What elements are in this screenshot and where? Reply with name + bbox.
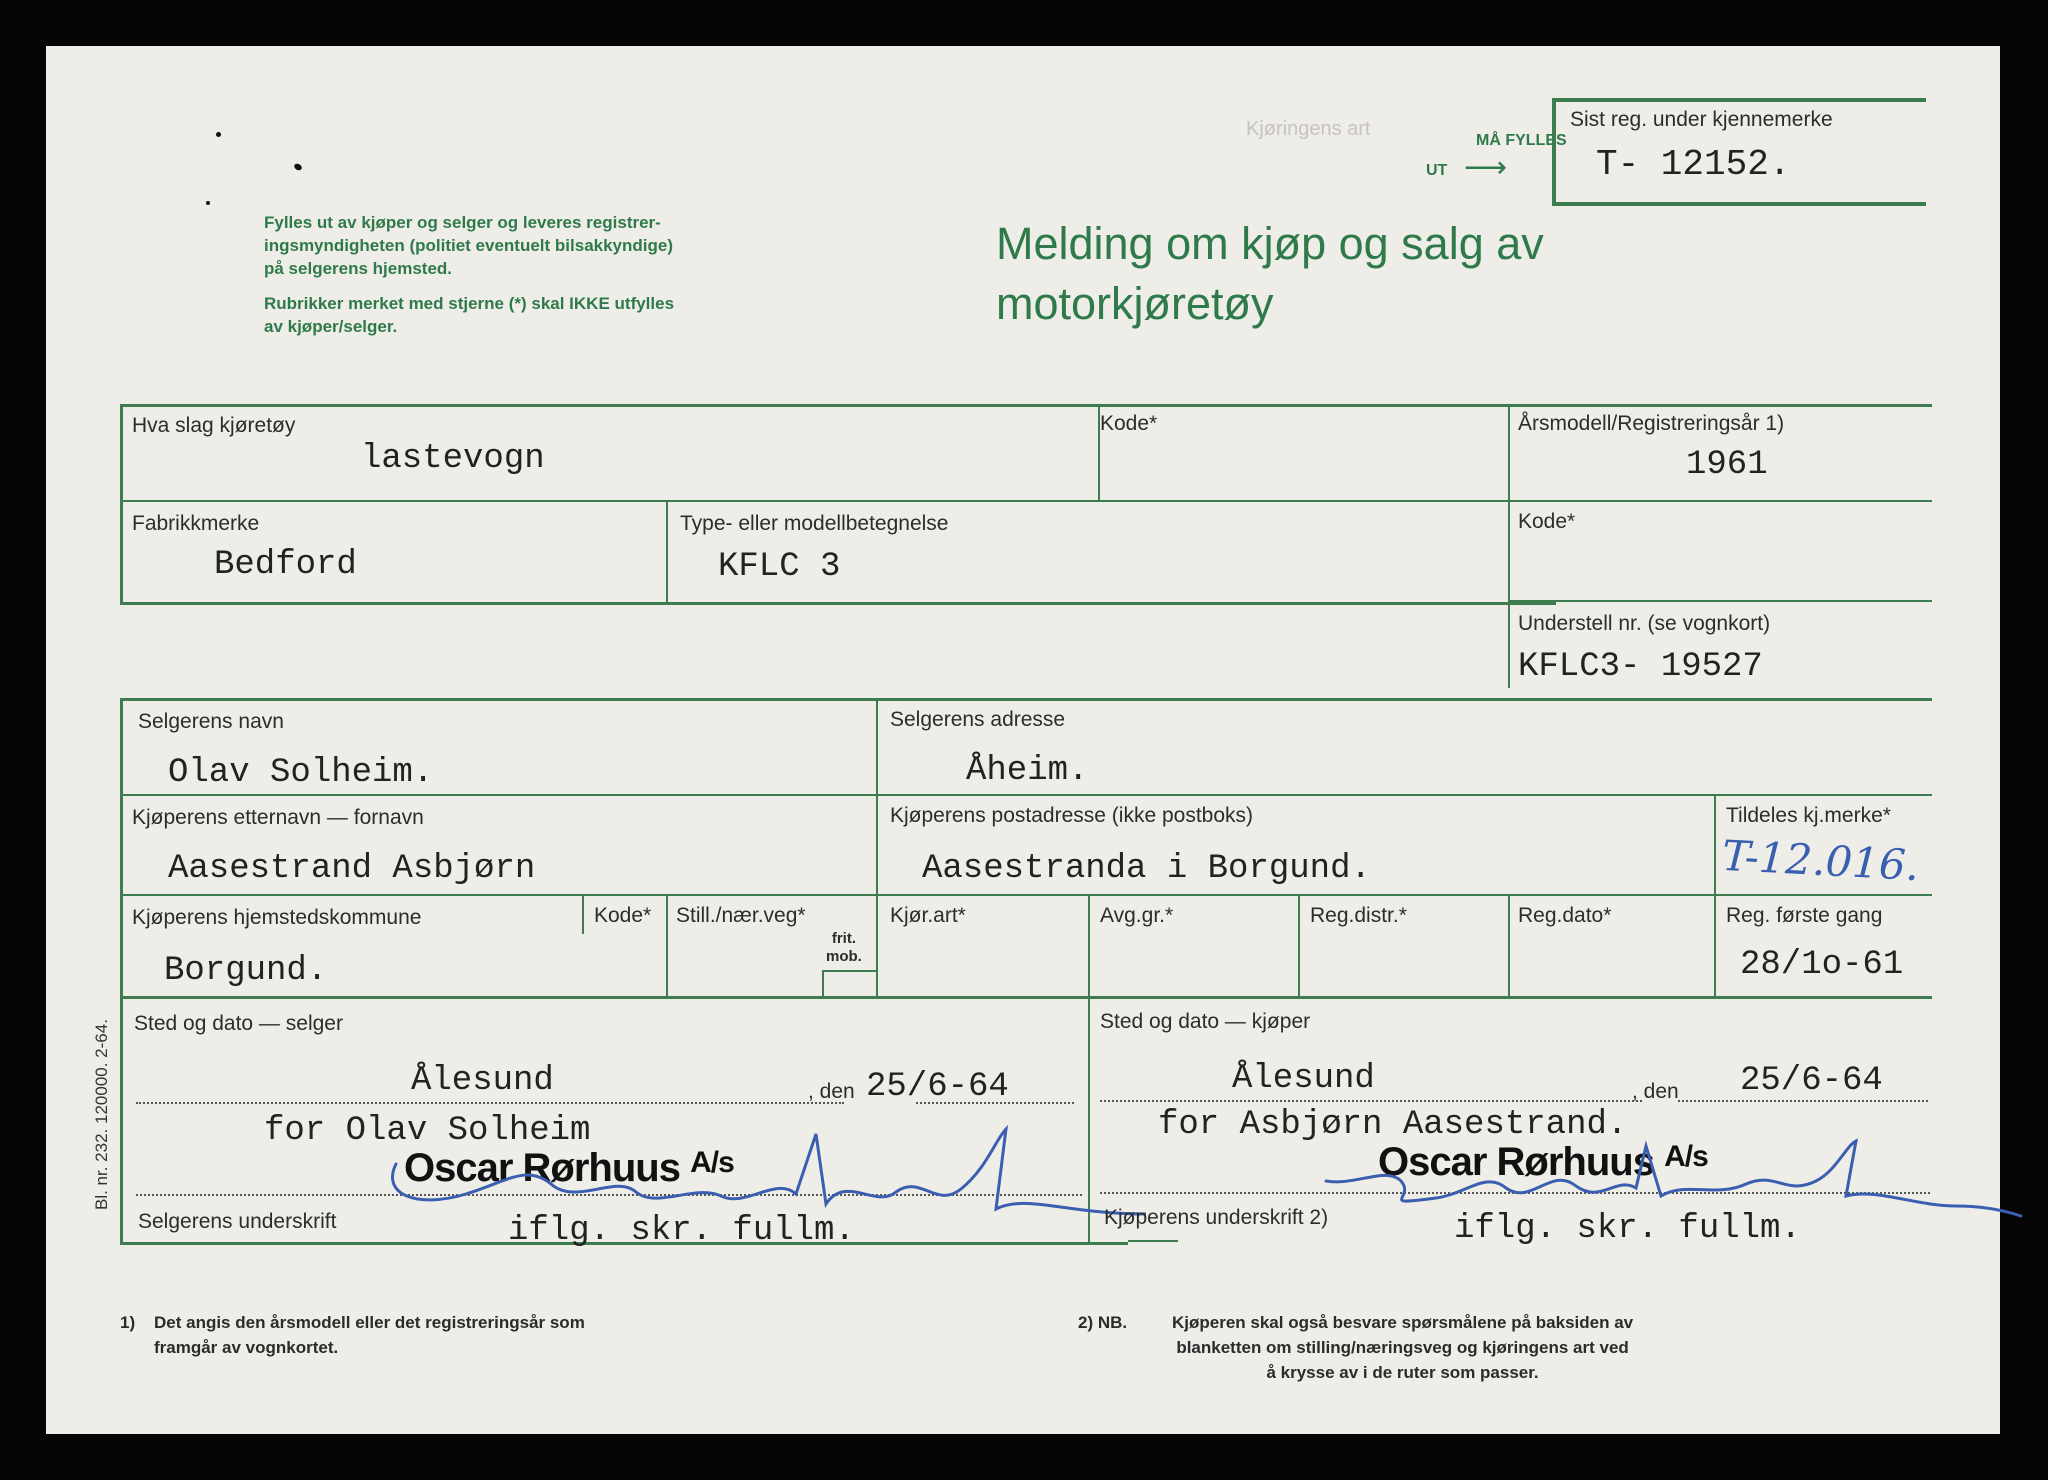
- stamp-suffix: A/s: [690, 1146, 734, 1179]
- form-number-side: Bl. nr. 232. 120000. 2-64.: [92, 1019, 111, 1210]
- seller-address-label: Selgerens adresse: [890, 708, 1066, 731]
- year-label: Årsmodell/Registreringsår 1): [1518, 412, 1785, 435]
- buyer-municipality-value: Borgund.: [164, 952, 328, 990]
- dotted-line: [1100, 1100, 1642, 1102]
- code-label: Kode*: [1100, 412, 1158, 435]
- seller-date-value: 25/6-64: [866, 1068, 1009, 1106]
- title-line: Melding om kjøp og salg av: [996, 218, 1544, 269]
- occupation-sub: [826, 930, 862, 966]
- footnote-line: framgår av vognkortet.: [154, 1338, 339, 1357]
- seller-sign-label: Sted og dato — selger: [134, 1012, 343, 1035]
- bleed-through-text: Kjøringens art: [1246, 118, 1371, 140]
- grid-line: [120, 404, 1932, 407]
- footnote-line: å krysse av i de ruter som passer.: [1266, 1363, 1539, 1382]
- seller-for-line: for Olav Solheim: [264, 1112, 591, 1150]
- stamp-name: Oscar Rørhuus: [1378, 1140, 1654, 1184]
- footnote-1: [120, 1310, 585, 1357]
- instructions-line: ingsmyndigheten (politiet eventuelt bilsakkyndige): [264, 236, 674, 255]
- buyer-sign-label: Sted og dato — kjøper: [1100, 1010, 1311, 1033]
- year-value: 1961: [1686, 446, 1768, 484]
- speck: [206, 201, 210, 205]
- buyer-handwritten-signature: [1316, 1126, 2026, 1236]
- occupation-sub-line: frit.: [831, 930, 856, 947]
- form-paper: [46, 46, 2000, 1434]
- footnote-2: [1078, 1310, 1634, 1382]
- instructions-line: Rubrikker merket med stjerne (*) skal IKKE utfylles: [264, 294, 675, 313]
- grid-line: [120, 794, 1932, 796]
- seller-signature-label: Selgerens underskrift: [138, 1210, 337, 1233]
- grid-line: [1508, 894, 1510, 996]
- form-title: [996, 214, 1544, 334]
- buyer-for-line: for Asbjørn Aasestrand.: [1158, 1106, 1628, 1144]
- seller-handwritten-signature: [376, 1114, 1146, 1244]
- instructions-line: på selgerens hjemsted.: [264, 259, 453, 278]
- dotted-line: [136, 1102, 844, 1104]
- grid-line: [120, 996, 1932, 999]
- grid-line: [1508, 404, 1510, 688]
- instructions-line: av kjøper/selger.: [264, 317, 398, 336]
- footnote-number: 2) NB.: [1078, 1313, 1128, 1332]
- make-label: Fabrikkmerke: [132, 512, 260, 535]
- seller-address-value: Åheim.: [966, 752, 1089, 790]
- drive-type-label: Kjør.art*: [890, 904, 966, 927]
- grid-line: [1508, 600, 1932, 602]
- grid-line: [1088, 894, 1090, 996]
- grid-line: [120, 698, 1932, 701]
- buyer-address-label: Kjøperens postadresse (ikke postboks): [890, 804, 1253, 827]
- assigned-plate-handwritten: T-12.016.: [1720, 830, 1921, 891]
- chassis-value: KFLC3- 19527: [1518, 648, 1763, 686]
- code-label: Kode*: [594, 904, 652, 927]
- vehicle-type-label: Hva slag kjøretøy: [132, 414, 296, 437]
- grid-line: [1714, 894, 1716, 996]
- grid-line: [822, 970, 876, 972]
- assigned-plate-label: Tildeles kj.merke*: [1726, 804, 1891, 827]
- fee-group-label: Avg.gr.*: [1100, 904, 1174, 927]
- seller-place-value: Ålesund: [411, 1062, 554, 1100]
- make-value: Bedford: [214, 546, 357, 584]
- seller-name-label: Selgerens navn: [138, 710, 284, 733]
- grid-line: [876, 698, 878, 996]
- footnote-line: blanketten om stilling/næringsveg og kjøringens art ved: [1176, 1338, 1629, 1357]
- grid-line: [120, 500, 1932, 502]
- occupation-sub-line: mob.: [826, 948, 862, 965]
- grid-line: [666, 894, 668, 996]
- grid-line: [582, 894, 584, 934]
- chassis-label: Understell nr. (se vognkort): [1518, 612, 1771, 635]
- reg-district-label: Reg.distr.*: [1310, 904, 1407, 927]
- grid-line: [1714, 794, 1716, 894]
- occupation-label: Still./nær.veg*: [676, 904, 806, 927]
- last-reg-value: T- 12152.: [1596, 144, 1791, 185]
- grid-line: [666, 500, 668, 604]
- stamp-name: Oscar Rørhuus: [404, 1146, 680, 1190]
- grid-line: [120, 698, 123, 1244]
- first-reg-label: Reg. første gang: [1726, 904, 1883, 927]
- den-label: , den: [808, 1080, 855, 1103]
- instructions-line: Fylles ut av kjøper og selger og leveres registrer-: [264, 213, 661, 232]
- must-fill-line: UT: [1426, 162, 1448, 179]
- dotted-line: [1678, 1100, 1928, 1102]
- buyer-date-value: 25/6-64: [1740, 1062, 1883, 1100]
- last-reg-label: Sist reg. under kjennemerke: [1570, 108, 1833, 131]
- buyer-name-label: Kjøperens etternavn — fornavn: [132, 806, 424, 829]
- arrow-right-icon: ⟶: [1464, 151, 1508, 184]
- buyer-name-value: Aasestrand Asbjørn: [168, 850, 536, 888]
- code-label: Kode*: [1518, 510, 1576, 533]
- first-reg-value: 28/1o-61: [1740, 946, 1904, 984]
- buyer-address-value: Aasestranda i Borgund.: [922, 850, 1371, 888]
- footnote-line: Kjøperen skal også besvare spørsmålene på baksiden av: [1172, 1313, 1634, 1332]
- buyer-fullm-text: iflg. skr. fullm.: [1454, 1210, 1801, 1248]
- reg-date-label: Reg.dato*: [1518, 904, 1612, 927]
- grid-line: [120, 602, 1556, 605]
- footnote-1-text: [154, 1310, 585, 1360]
- grid-line: [1298, 894, 1300, 996]
- grid-line: [822, 970, 824, 996]
- seller-name-value: Olav Solheim.: [168, 754, 434, 792]
- title-line: motorkjøretøy: [996, 278, 1274, 329]
- buyer-signature-label: Kjøperens underskrift 2): [1104, 1206, 1329, 1229]
- model-value: KFLC 3: [718, 548, 841, 586]
- vehicle-type-value: lastevogn: [361, 440, 545, 478]
- model-label: Type- eller modellbetegnelse: [680, 512, 949, 535]
- grid-line: [120, 404, 123, 604]
- den-label: , den: [1632, 1080, 1679, 1103]
- instructions: [264, 211, 674, 338]
- grid-line: [120, 894, 1932, 896]
- footnote-number: 1): [120, 1313, 136, 1332]
- must-fill-line: MÅ FYLLES: [1476, 132, 1567, 149]
- buyer-place-value: Ålesund: [1232, 1060, 1375, 1098]
- stamp-suffix: A/s: [1664, 1140, 1708, 1173]
- seller-fullm-text: iflg. skr. fullm.: [508, 1212, 855, 1250]
- speck: [216, 132, 221, 137]
- footnote-line: Det angis den årsmodell eller det registreringsår som: [154, 1313, 585, 1332]
- footnote-2-text: [1172, 1310, 1633, 1385]
- buyer-municipality-label: Kjøperens hjemstedskommune: [132, 906, 422, 929]
- speck: [293, 162, 303, 171]
